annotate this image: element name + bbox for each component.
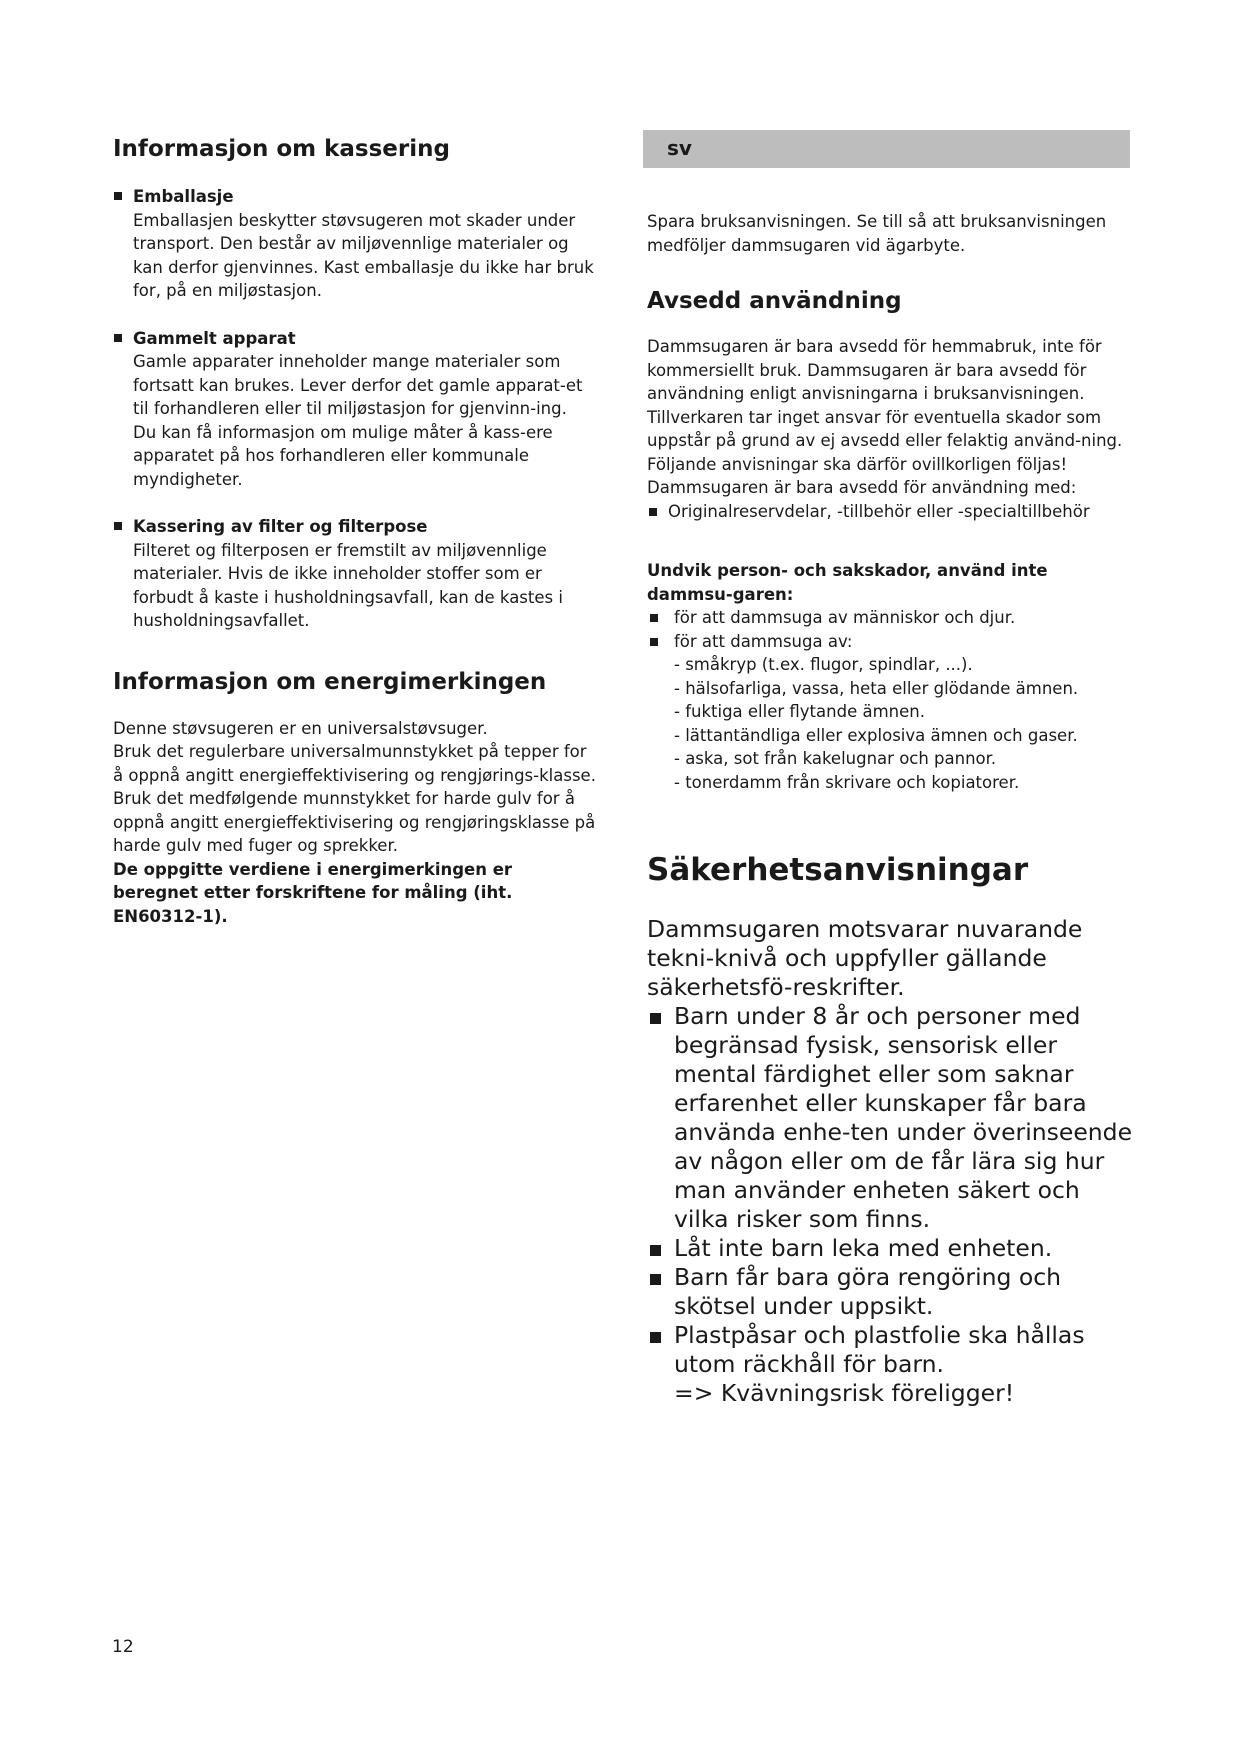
language-code: sv [667,136,692,160]
undvik-list [647,606,1123,794]
avsedd-list [647,500,1123,524]
item-text: Emballasjen beskytter støvsugeren mot skader under transport. Den består av miljøvennlige materialer og kan derfor gjenvinnes. Kast emballasje du ikke har bruk for, på en miljøstasjon. [133,210,594,300]
energi-bold-note: De oppgitte verdiene i energimerkingen er beregnet etter forskriftene for måling (iht. EN60312-1). [113,859,513,926]
list-item [647,500,1123,524]
sublist-item: - tonerdamm från skrivare och kopiatorer. [674,772,1020,792]
kassering-heading: Informasjon om kassering [113,136,450,162]
list-item-text: Barn får bara göra rengöring och skötsel under uppsikt. [674,1263,1062,1320]
avsedd-paragraph: Dammsugaren är bara avsedd för användning med: [647,478,1077,497]
energi-body [113,717,601,929]
list-item [647,1263,1137,1321]
list-item [647,606,1123,630]
bullet-square-icon [650,1274,661,1285]
bullet-square-icon [650,1013,661,1024]
avsedd-body [647,335,1123,523]
item-title: Emballasje [133,187,234,206]
bullet-square-icon [114,334,122,342]
list-item-text: Plastpåsar och plastfolie ska hållas utom räckhåll för barn. [674,1321,1085,1378]
sublist-item: - aska, sot från kakelugnar och pannor. [674,749,997,768]
avsedd-paragraph: Dammsugaren är bara avsedd för hemmabruk, inte för kommersiellt bruk. Dammsugaren är bara avsedd för användning enligt anvisningarna i bruksanvisningen. Tillverkaren tar inget ansvar för eventuella skador som uppstår på grund av ej avsedd eller felaktig använd-ning. [647,337,1123,450]
bullet-square-icon [114,522,122,530]
bullet-square-icon [649,508,657,516]
sakerhet-intro: Dammsugaren motsvarar nuvarande tekni-knivå och uppfyller gällande säkerhetsfö-reskrifter. [647,915,1083,1001]
sublist-item: - lättantändliga eller explosiva ämnen och gaser. [674,725,1078,745]
undvik-sublist [674,653,1123,794]
list-item-gammelt-apparat [113,327,603,492]
list-item [647,1234,1137,1263]
energi-heading: Informasjon om energimerkingen [113,668,547,695]
list-item [647,1321,1137,1408]
sakerhet-list [647,1002,1137,1408]
energi-paragraph: Bruk det medfølgende munnstykket for harde gulv for å oppnå angitt energieffektivisering og rengjøringsklasse på harde gulv med fuger og sprekker. [113,789,596,855]
avsedd-paragraph: Följande anvisningar ska därför ovillkorligen följas! [647,454,1068,474]
right-column [647,210,1137,1408]
item-title: Kassering av filter og filterpose [133,517,428,536]
bullet-square-icon [650,1332,661,1343]
list-item-emballasje [113,185,603,303]
list-item [647,1002,1137,1234]
bullet-square-icon [114,192,122,200]
list-item-kassering-filter [113,515,603,633]
item-text: Gamle apparater inneholder mange materialer som fortsatt kan brukes. Lever derfor det gamle apparat-et til forhandleren eller til miljøstasjon for gjenvinn-ing. Du kan få informasjon om mulige måter å kass-ere apparatet på hos forhandleren eller kommunale myndigheter. [133,352,583,489]
list-item-text: för att dammsuga av: [674,631,853,651]
list-item-text: för att dammsuga av människor och djur. [674,608,1016,627]
bullet-square-icon [650,614,658,622]
sakerhet-heading: Säkerhetsanvisningar [647,852,1029,888]
page-number: 12 [112,1637,134,1657]
bullet-square-icon [650,1245,661,1256]
left-column [113,134,603,928]
undvik-heading: Undvik person- och sakskador, använd inte dammsu-garen: [647,561,1048,604]
avsedd-heading: Avsedd användning [647,288,902,314]
list-item [647,630,1123,795]
sublist-item: - småkryp (t.ex. flugor, spindlar, ...). [674,655,973,674]
energi-paragraph: Bruk det regulerbare universalmunnstykket på tepper for å oppnå angitt energieffektivisering og rengjørings-klasse. [113,742,596,785]
intro-paragraph: Spara bruksanvisningen. Se till så att bruksanvisningen medföljer dammsugaren vid ägarbyte. [647,212,1107,255]
energi-paragraph: Denne støvsugeren er en universalstøvsuger. [113,718,488,738]
warning-text: => Kvävningsrisk föreligger! [674,1379,1015,1407]
sublist-item: - fuktiga eller flytande ämnen. [674,702,925,721]
language-bar [643,130,1130,168]
sublist-item: - hälsofarliga, vassa, heta eller glödande ämnen. [674,678,1079,698]
list-item-text: Barn under 8 år och personer med begränsad fysisk, sensorisk eller mental färdighet eller som saknar erfarenhet eller kunskaper får bara använda enhe-ten under överinseende av någon eller om de får lära sig hur man använder enheten säkert och vilka risker som finns. [674,1002,1133,1233]
item-text: Filteret og filterposen er fremstilt av miljøvennlige materialer. Hvis de ikke inneholder stoffer som er forbudt å kaste i husholdningsavfall, kan de kastes i husholdningsavfallet. [133,540,563,630]
bullet-square-icon [650,638,658,646]
item-title: Gammelt apparat [133,328,296,348]
list-item-text: Låt inte barn leka med enheten. [674,1234,1053,1262]
list-item-text: Originalreservdelar, -tillbehör eller -specialtillbehör [668,501,1090,521]
